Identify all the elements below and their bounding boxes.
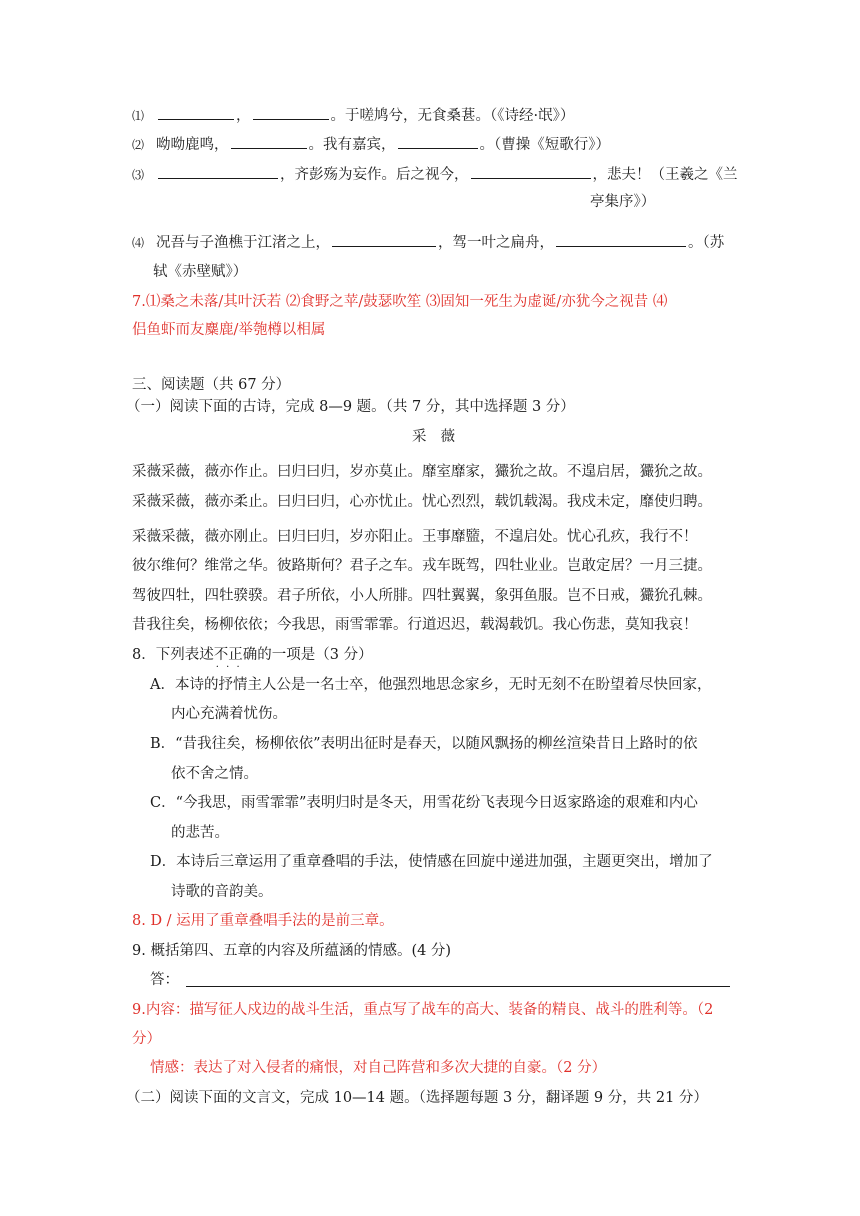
- fill-question-2: ⑵ 呦呦鹿鸣， 。我有嘉宾， 。（曹操《短歌行》）: [132, 134, 610, 155]
- question-number: ⑶: [132, 168, 145, 182]
- poem-line: 彼尔维何？维常之华。彼路斯何？君子之车。戎车既驾，四牡业业。岂敢定居？一月三捷。: [132, 558, 712, 574]
- fill-question-3-cont: 亭集序》）: [590, 194, 656, 210]
- fill-blank[interactable]: [398, 134, 478, 149]
- question-number: ⑷: [132, 236, 145, 250]
- poem-line: 昔我往矣，杨柳依依；今我思，雨雪霏霏。行道迟迟，载渴载饥。我心伤悲，莫知我哀！: [132, 617, 698, 633]
- option-b-cont: 依不舍之情。: [171, 766, 258, 782]
- section-heading: 三、阅读题（共 67 分）: [132, 377, 291, 393]
- emphasis-text: 不正确 · · ·: [214, 647, 258, 663]
- option-a-cont: 内心充满着忧伤。: [171, 706, 287, 722]
- answer-7-cont: 侣鱼虾而友麋鹿/举匏樽以相属: [132, 322, 326, 338]
- answer-label: 答：: [150, 972, 179, 988]
- option-d-cont: 诗歌的音韵美。: [171, 884, 273, 900]
- question-8: 8．下列表述不正确 · · ·的一项是（3 分）: [132, 645, 373, 665]
- option-d[interactable]: D．本诗后三章运用了重章叠唱的手法，使情感在回旋中递进加强，主题更突出，增加了: [150, 854, 713, 870]
- fill-question-3: ⑶ ，齐彭殇为妄作。后之视今， ，悲夫！（王羲之《兰: [132, 164, 738, 185]
- poem-line: 采薇采薇，薇亦作止。曰归曰归，岁亦莫止。靡室靡家，玁狁之故。不遑启居，玁狁之故。: [132, 464, 712, 480]
- option-a[interactable]: A．本诗的抒情主人公是一名士卒，他强烈地思念家乡，无时无刻不在盼望着尽快回家，: [150, 677, 712, 693]
- answer-7: 7.⑴桑之未落/其叶沃若 ⑵食野之苹/鼓瑟吹笙 ⑶固知一死生为虚诞/亦犹今之视昔 ⑷: [132, 294, 668, 310]
- part-2-instruction: （二）阅读下面的文言文，完成 10—14 题。（选择题每题 3 分，翻译题 9 分，共 21 分）: [126, 1090, 708, 1106]
- fill-question-4-cont: 轼《赤壁赋》）: [153, 264, 248, 280]
- option-b[interactable]: B．“昔我往矣，杨柳依依”表明出征时是春天，以随风飘扬的柳丝渲染昔日上路时的依: [150, 736, 698, 752]
- option-c[interactable]: C．“今我思，雨雪霏霏”表明归时是冬天，用雪花纷飞表现今日返家路途的艰难和内心: [150, 795, 698, 811]
- answer-input-line[interactable]: [186, 985, 730, 987]
- fill-question-4: ⑷ 况吾与子渔樵于江渚之上， ，驾一叶之扁舟， 。（苏: [132, 232, 724, 253]
- answer-9: 9.内容：描写征人戍边的战斗生活，重点写了战车的高大、装备的精良、战斗的胜利等。（2: [132, 1002, 714, 1018]
- answer-9-emotion: 情感：表达了对入侵者的痛恨，对自己阵营和多次大捷的自豪。（2 分）: [150, 1060, 607, 1076]
- poem-title: 采薇: [412, 429, 469, 445]
- poem-line: 采薇采薇，薇亦刚止。曰归曰归，岁亦阳止。王事靡盬，不遑启处。忧心孔疚，我行不！: [132, 529, 698, 545]
- question-9: 9. 概括第四、五章的内容及所蕴涵的情感。(4 分): [132, 943, 452, 959]
- part-1-instruction: （一）阅读下面的古诗，完成 8—9 题。（共 7 分，其中选择题 3 分）: [126, 399, 575, 415]
- question-number: ⑴: [132, 109, 145, 123]
- fill-blank[interactable]: [253, 105, 329, 120]
- fill-blank[interactable]: [471, 164, 591, 179]
- option-c-cont: 的悲苦。: [171, 825, 229, 841]
- fill-blank[interactable]: [332, 232, 436, 247]
- fill-blank[interactable]: [231, 134, 307, 149]
- poem-line: 采薇采薇，薇亦柔止。曰归曰归，心亦忧止。忧心烈烈，载饥载渴。我戍未定，靡使归聘。: [132, 494, 712, 510]
- answer-9-cont: 分）: [132, 1031, 161, 1047]
- answer-8: 8. D / 运用了重章叠唱手法的是前三章。: [132, 913, 394, 929]
- fill-blank[interactable]: [158, 105, 234, 120]
- question-number: ⑵: [132, 138, 145, 152]
- poem-line: 驾彼四牡，四牡骙骙。君子所依，小人所腓。四牡翼翼，象弭鱼服。岂不日戒，玁狁孔棘。: [132, 588, 712, 604]
- fill-blank[interactable]: [158, 164, 278, 179]
- fill-question-1: ⑴ ， 。于嗟鸠兮，无食桑葚。（《诗经·氓》）: [132, 105, 574, 126]
- fill-blank[interactable]: [556, 232, 686, 247]
